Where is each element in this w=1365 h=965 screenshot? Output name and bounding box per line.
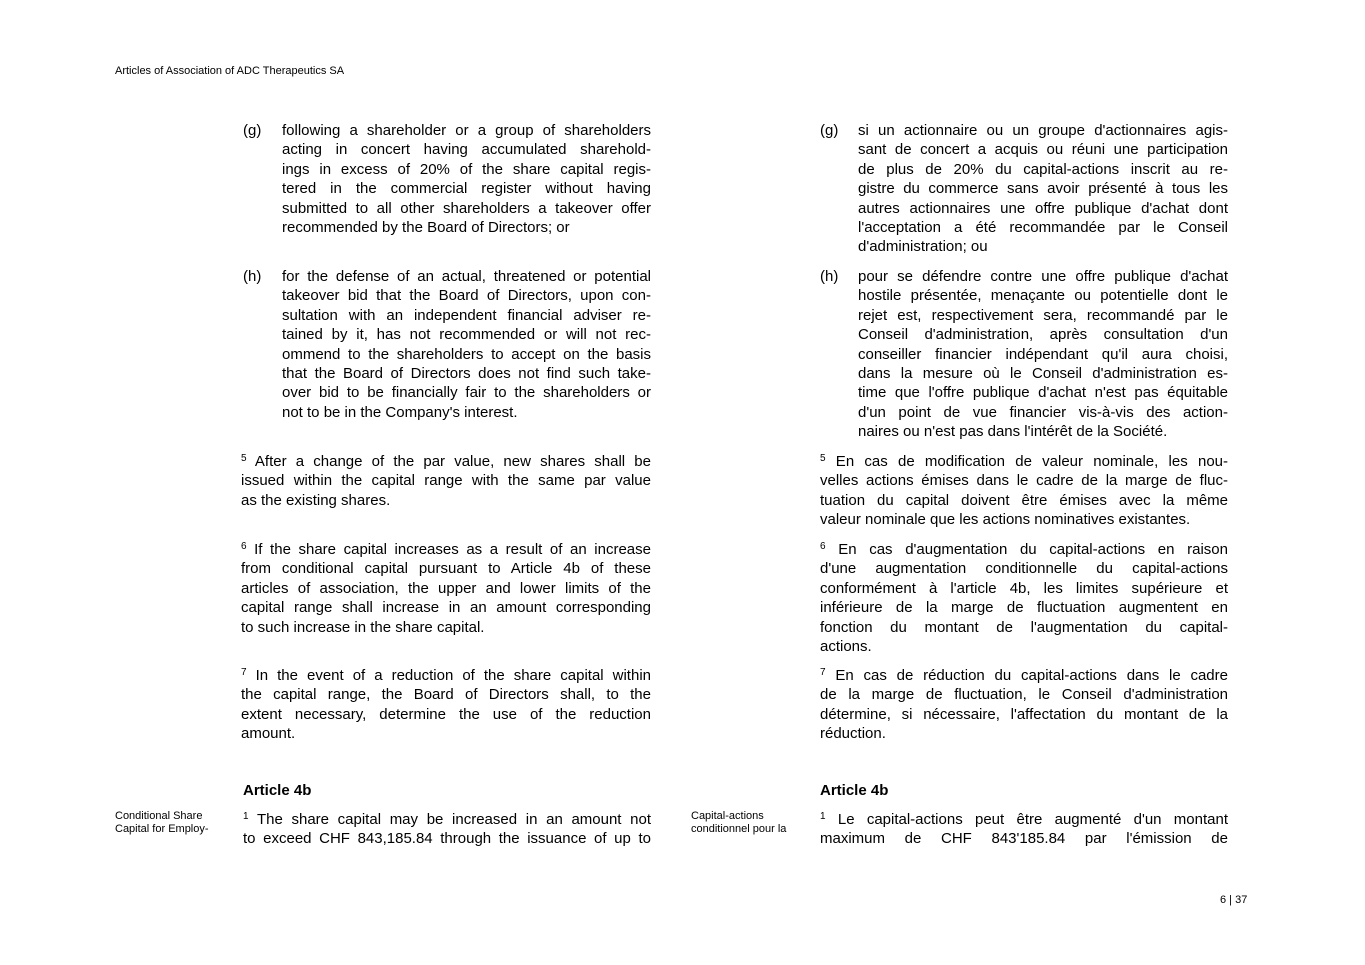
paragraph-number: 7 [241,667,247,678]
fr-margin-note [691,810,786,836]
text-line: Le capital-actions peut être augmenté d'un montant [825,811,1228,828]
text-line: velles actions émises dans le cadre de la marge de fluc- [820,472,1228,490]
text-line: Conseil d'administration, après consultation d'un [858,326,1228,344]
text-line: acting in concert having accumulated sharehold- [282,141,651,159]
fr-paragraph-7 [820,666,1228,744]
text-line: The share capital may be increased in an amount not [248,811,651,828]
text-line: as the existing shares. [241,491,391,509]
text-line: pour se défendre contre une offre publique d'achat [858,268,1228,285]
text-line: En cas de réduction du capital-actions dans le cadre [825,667,1228,684]
text-line: for the defense of an actual, threatened or potential [282,268,651,285]
text-line: sant de concert a acquis ou réuni une participation [858,141,1228,159]
fr-article-paragraph-1 [820,810,1228,849]
text-line: In the event of a reduction of the share capital within [246,667,651,684]
text-line: submitted to all other shareholders a takeover offer [282,199,651,217]
text-line: de plus de 20% du capital-actions inscrit au re- [858,160,1228,178]
text-line: fonction du montant de l'augmentation du capital- [820,618,1228,636]
text-line: rejet est, respectivement sera, recommandé par le [858,306,1228,324]
en-paragraph-5 [241,452,651,510]
paragraph-number: 5 [241,453,247,464]
en-item-h-label: (h) [243,268,262,285]
text-line: capital range shall increase in an amount corresponding [241,599,651,617]
paragraph-number: 7 [820,667,826,678]
text-line: ommend to the shareholders to accept on the basis [282,345,651,363]
text-line: gistre du commerce sans avoir présenté à tous les [858,180,1228,198]
fr-article-heading: Article 4b [820,782,889,799]
text-line: d'une augmentation conditionnelle du capital-actions [820,560,1228,578]
en-paragraph-6 [241,540,651,637]
text-line: to such increase in the share capital. [241,618,485,636]
text-line: En cas de modification de valeur nominale, les nou- [825,453,1228,470]
fr-item-g-text [858,121,1228,257]
fr-item-g-label: (g) [820,122,839,139]
text-line: issued within the capital range with the same par value [241,472,651,490]
en-item-g-text [282,121,651,237]
text-line: the capital range, the Board of Directors shall, to the [241,686,651,704]
text-line: If the share capital increases as a result of an increase [246,541,651,558]
text-line: to exceed CHF 843,185.84 through the issuance of up to [243,830,651,848]
fr-paragraph-6 [820,540,1228,656]
paragraph-number: 1 [820,811,826,822]
text-line: tuation du capital doivent être émises avec la même [820,491,1228,509]
paragraph-number: 5 [820,453,826,464]
text-line: détermine, si nécessaire, l'affectation du montant de la [820,705,1228,723]
text-line: over bid to be financially fair to the shareholders or [282,384,651,402]
text-line: tained by it, has not recommended or will not rec- [282,326,651,344]
text-line: recommended by the Board of Directors; or [282,218,570,236]
margin-note-line: Conditional Share [115,810,203,822]
text-line: sultation with an independent financial adviser re- [282,306,651,324]
text-line: conformément à l'article 4b, les limites supérieure et [820,579,1228,597]
paragraph-number: 1 [243,811,249,822]
text-line: maximum de CHF 843'185.84 par l'émission de [820,830,1228,848]
document-header: Articles of Association of ADC Therapeutics SA [115,65,345,77]
text-line: valeur nominale que les actions nominatives existantes. [820,511,1191,529]
text-line: from conditional capital pursuant to Article 4b of these [241,560,651,578]
text-line: l'acceptation a été recommandée par le Conseil [858,218,1228,236]
fr-item-h-text [858,267,1228,442]
en-item-g-label: (g) [243,122,262,139]
margin-note-line: Capital for Employ- [115,823,209,835]
text-line: that the Board of Directors does not find such take- [282,364,651,382]
paragraph-number: 6 [820,541,826,552]
text-line: following a shareholder or a group of shareholders [282,122,651,139]
fr-item-h-label: (h) [820,268,839,285]
text-line: dans la mesure où le Conseil d'administration es- [858,364,1228,382]
text-line: si un actionnaire ou un groupe d'actionnaires agis- [858,122,1228,139]
text-line: de la marge de fluctuation, le Conseil d'administration [820,686,1228,704]
en-item-h-text [282,267,651,422]
text-line: réduction. [820,725,886,743]
en-article-heading: Article 4b [243,782,312,799]
text-line: actions. [820,637,872,655]
text-line: conseiller financier indépendant qu'il aura choisi, [858,345,1228,363]
page-number: 6 | 37 [1220,894,1248,906]
margin-note-line: Capital-actions [691,810,764,822]
text-line: takeover bid that the Board of Directors, upon con- [282,287,651,305]
text-line: naires ou n'est pas dans l'intérêt de la Société. [858,423,1168,441]
text-line: autres actionnaires une offre publique d'achat dont [858,199,1228,217]
en-paragraph-7 [241,666,651,744]
paragraph-number: 6 [241,541,247,552]
en-article-paragraph-1 [243,810,651,849]
text-line: tered in the commercial register without having [282,180,651,198]
text-line: extent necessary, determine the use of the reduction [241,705,651,723]
text-line: amount. [241,725,296,743]
text-line: ings in excess of 20% of the share capital regis- [282,160,651,178]
margin-note-line: conditionnel pour la [691,823,787,835]
en-margin-note [115,810,209,836]
fr-paragraph-5 [820,452,1228,530]
text-line: d'administration; ou [858,238,988,256]
text-line: d'un point de vue financier vis-à-vis des action- [858,403,1228,421]
text-line: En cas d'augmentation du capital-actions en raison [825,541,1228,558]
text-line: not to be in the Company's interest. [282,403,518,421]
text-line: time que l'offre publique d'achat n'est pas équitable [858,384,1228,402]
text-line: articles of association, the upper and lower limits of the [241,579,651,597]
text-line: After a change of the par value, new shares shall be [246,453,651,470]
text-line: hostile présentée, menaçante ou potentielle dont le [858,287,1228,305]
text-line: inférieure de la marge de fluctuation augmentent en [820,599,1228,617]
